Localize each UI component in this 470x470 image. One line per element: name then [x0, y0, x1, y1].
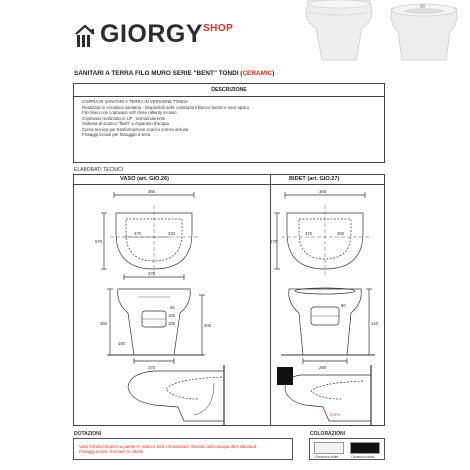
- description-heading: DESCRIZIONE: [74, 84, 384, 97]
- dotazioni-label: DOTAZIONI: [74, 431, 102, 437]
- house-logo-icon: [74, 23, 96, 49]
- technical-section-label: ELABORATI TECNICI: [74, 167, 123, 173]
- description-line: Filo Muro con coprivaso soft close rallenty incluso: [82, 110, 177, 116]
- description-line: COPPIA DI SANITARI A TERRA IN VERSIONE TONDA: [82, 99, 189, 104]
- dim-label: 150: [168, 313, 175, 318]
- dim-label: 365: [148, 189, 155, 194]
- description-line: Coprivaso realizzato in UF - termoindurente: [82, 115, 166, 121]
- description-line: Curva tecnica per trasformazione scarico a terra inclusa: [82, 126, 189, 132]
- description-line: Sistema di scarico "flush" a risparmio d'acqua: [82, 121, 169, 127]
- dim-label: 340: [168, 231, 175, 236]
- vaso-technical-drawing: [74, 185, 270, 425]
- description-line: Realizzati in ceramica sanitaria - Disponibili nelle colorazioni bianco lucido e nero opaco: [82, 104, 250, 110]
- color-swatches: [309, 438, 385, 460]
- dim-label: 470: [305, 231, 312, 236]
- dim-label: 180: [118, 341, 125, 346]
- dotazioni-line: Vaso fornito c/scarico a parete H. scarico 18.5 cm standard. Altezza carico acqua 35.5 standard.: [79, 444, 258, 449]
- dim-label: 400: [204, 323, 211, 328]
- dim-label: 360: [337, 231, 344, 236]
- description-box: [73, 83, 385, 163]
- dim-label: 80: [341, 303, 346, 308]
- dim-label: 280: [319, 365, 326, 370]
- swatch-black-label: Ceramica black: [351, 455, 375, 459]
- dim-label: 355: [100, 321, 107, 326]
- title-accent: CERAMIC: [242, 70, 273, 77]
- title-main: SANITARI A TERRA FILO MURO SERIE "BENT" TONDI (: [74, 70, 243, 77]
- dim-label: 570: [270, 239, 277, 244]
- bidet-technical-drawing: [271, 185, 385, 425]
- dotazioni-line: Fissaggi inclusi. Cerniere in ottone.: [79, 449, 145, 455]
- dotazioni-text: [79, 444, 257, 455]
- dim-label: 470: [134, 231, 141, 236]
- technical-drawings-panel: [73, 174, 385, 426]
- brand-shop-suffix[interactable]: SHOP: [203, 23, 234, 34]
- dim-label: 570: [95, 239, 102, 244]
- product-photo: [300, 0, 470, 60]
- dim-label: 365: [319, 189, 326, 194]
- vaso-title: VASO (art. GIO.26): [120, 176, 170, 182]
- catalog-code: JTVPV: [329, 413, 341, 417]
- swatch-white[interactable]: [314, 442, 344, 454]
- document-title: [74, 70, 274, 77]
- dim-label: 155: [168, 321, 175, 326]
- description-line: Fissaggi inclusi per fissaggio a terra: [82, 132, 151, 138]
- dotazioni-box: [73, 438, 293, 460]
- description-lines: [82, 99, 249, 138]
- dim-label: 275: [148, 365, 155, 370]
- title-close: ): [272, 70, 275, 77]
- swatch-black[interactable]: [350, 442, 380, 454]
- dim-label: 55: [170, 305, 175, 310]
- colorazioni-label: COLORAZIONI: [310, 431, 345, 437]
- bidet-title: BIDET (art. GIO.27): [289, 176, 340, 182]
- dim-label: 370: [148, 271, 155, 276]
- brand-name[interactable]: GIORGY: [100, 20, 204, 48]
- swatch-white-label: Ceramica white: [315, 455, 339, 459]
- dim-label: 410: [371, 321, 378, 326]
